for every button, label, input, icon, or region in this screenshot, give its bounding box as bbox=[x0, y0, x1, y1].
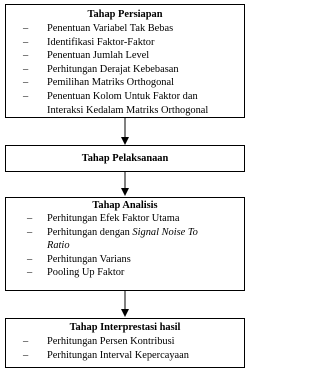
item-text: Perhitungan Derajat Kebebasan bbox=[47, 63, 179, 75]
item-text: Pemilihan Matriks Orthogonal bbox=[47, 77, 174, 89]
stage-title-pelaksanaan: Tahap Pelaksanaan bbox=[81, 153, 169, 164]
bullet-dash: – bbox=[23, 23, 29, 34]
bullet-dash: – bbox=[23, 36, 29, 48]
bullet-dash: – bbox=[23, 90, 29, 102]
item-text-continuation: Ratio bbox=[47, 240, 70, 252]
item-text: Penentuan Kolom Untuk Faktor dan bbox=[47, 90, 198, 102]
list-item bbox=[6, 335, 244, 349]
bullet-dash: – bbox=[23, 336, 29, 347]
list-item bbox=[6, 226, 244, 253]
stage-box-interpretasi bbox=[5, 318, 245, 368]
item-text: Perhitungan Interval Kepercayaan bbox=[47, 349, 189, 361]
list-item bbox=[6, 49, 244, 63]
bullet-dash: – bbox=[23, 77, 29, 89]
list-item bbox=[6, 76, 244, 90]
list-item bbox=[6, 266, 244, 280]
bullet-dash: – bbox=[27, 226, 33, 238]
item-text: Perhitungan Varians bbox=[47, 253, 131, 265]
stage-box-pelaksanaan bbox=[5, 145, 245, 172]
item-text: Penentuan Variabel Tak Bebas bbox=[47, 23, 174, 34]
item-text: Pooling Up Faktor bbox=[47, 267, 125, 279]
stage-box-persiapan bbox=[5, 4, 245, 118]
list-item bbox=[6, 253, 244, 267]
item-text: Penentuan Jumlah Level bbox=[47, 50, 150, 62]
list-item bbox=[6, 36, 244, 50]
item-text: Perhitungan Persen Kontribusi bbox=[47, 336, 175, 347]
item-text-continuation: Interaksi Kedalam Matriks Orthogonal bbox=[47, 104, 209, 116]
list-item bbox=[6, 90, 244, 117]
item-text: Perhitungan dengan bbox=[47, 226, 133, 238]
bullet-dash: – bbox=[27, 267, 33, 279]
stage-title-interpretasi: Tahap Interprestasi hasil bbox=[69, 322, 181, 333]
list-item bbox=[6, 212, 244, 226]
bullet-dash: – bbox=[23, 50, 29, 62]
list-item bbox=[6, 349, 244, 363]
item-text: Perhitungan Efek Faktor Utama bbox=[47, 213, 180, 224]
stage-title-analisis: Tahap Analisis bbox=[92, 200, 158, 211]
bullet-dash: – bbox=[27, 253, 33, 265]
stage-items-interpretasi bbox=[6, 335, 244, 362]
list-item bbox=[6, 22, 244, 36]
stage-items-analisis bbox=[6, 212, 244, 280]
item-text: Identifikasi Faktor-Faktor bbox=[47, 36, 155, 48]
item-text-italic: Signal Noise To bbox=[132, 226, 198, 238]
stage-items-persiapan bbox=[6, 22, 244, 117]
list-item bbox=[6, 63, 244, 77]
flow-arrow-1 bbox=[0, 118, 254, 148]
stage-box-analisis bbox=[5, 197, 245, 291]
bullet-dash: – bbox=[23, 349, 29, 361]
flow-arrow-3 bbox=[0, 291, 254, 321]
stage-title-persiapan: Tahap Persiapan bbox=[87, 9, 163, 20]
bullet-dash: – bbox=[27, 213, 33, 224]
bullet-dash: – bbox=[23, 63, 29, 75]
